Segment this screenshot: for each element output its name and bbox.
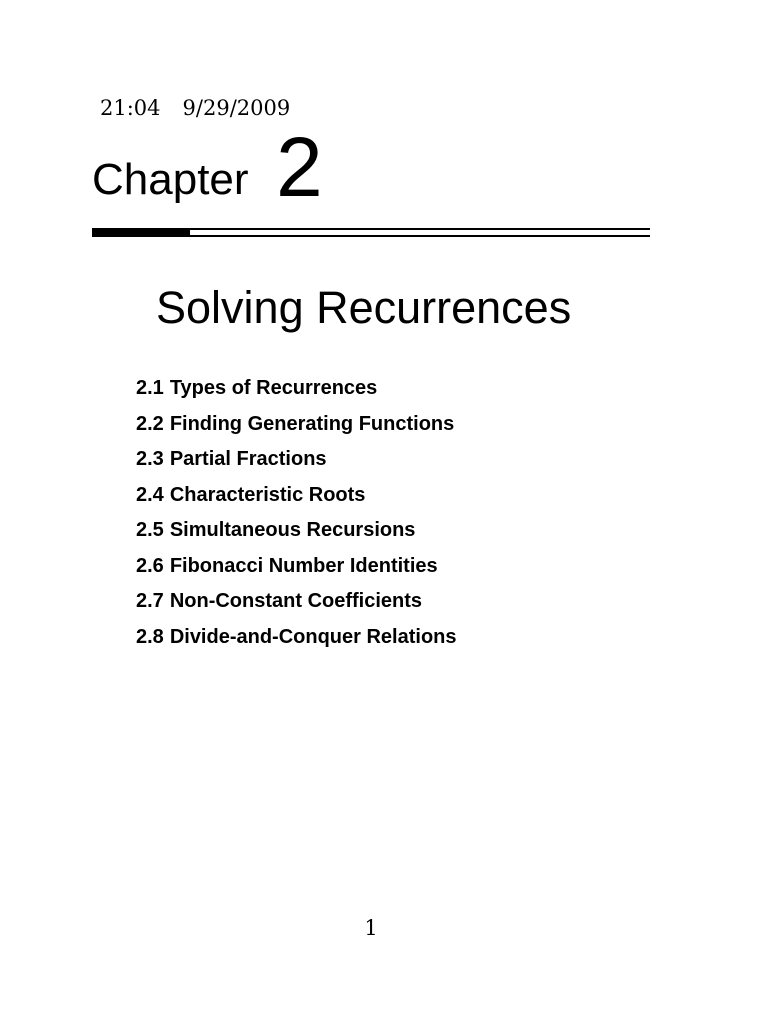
section-title: Divide-and-Conquer Relations: [169, 625, 457, 648]
section-title: Finding Generating Functions: [169, 412, 455, 435]
timestamp: [100, 94, 290, 122]
chapter-title: Solving Recurrences: [156, 282, 572, 333]
section-title: Simultaneous Recursions: [169, 519, 416, 541]
section-title: Fibonacci Number Identities: [169, 554, 438, 577]
chapter-rule-accent: [92, 228, 190, 237]
section-number: 2.7: [136, 590, 164, 612]
section-item: [136, 622, 457, 658]
section-number: 2.8: [136, 625, 164, 648]
section-number: 2.2: [136, 412, 164, 435]
section-item: [136, 409, 457, 445]
section-item: [136, 551, 457, 587]
chapter-label: Chapter: [92, 155, 249, 204]
section-number: 2.4: [136, 483, 164, 506]
section-title: Non-Constant Coefficients: [169, 590, 423, 612]
section-item: [136, 373, 457, 409]
section-number: 2.6: [136, 554, 164, 577]
section-number: 2.5: [136, 519, 164, 541]
timestamp-date: 9/29/2009: [182, 96, 291, 120]
section-number: 2.1: [136, 377, 164, 399]
chapter-number: 2: [276, 120, 323, 214]
section-item: [136, 586, 457, 622]
section-item: [136, 444, 457, 480]
section-list: [136, 373, 457, 657]
section-item: [136, 515, 457, 551]
timestamp-time: 21:04: [100, 96, 161, 120]
section-title: Characteristic Roots: [169, 483, 366, 506]
section-title: Types of Recurrences: [169, 377, 378, 399]
section-item: [136, 480, 457, 516]
section-title: Partial Fractions: [169, 448, 327, 470]
page-number: 1: [364, 916, 378, 940]
section-number: 2.3: [136, 448, 164, 470]
